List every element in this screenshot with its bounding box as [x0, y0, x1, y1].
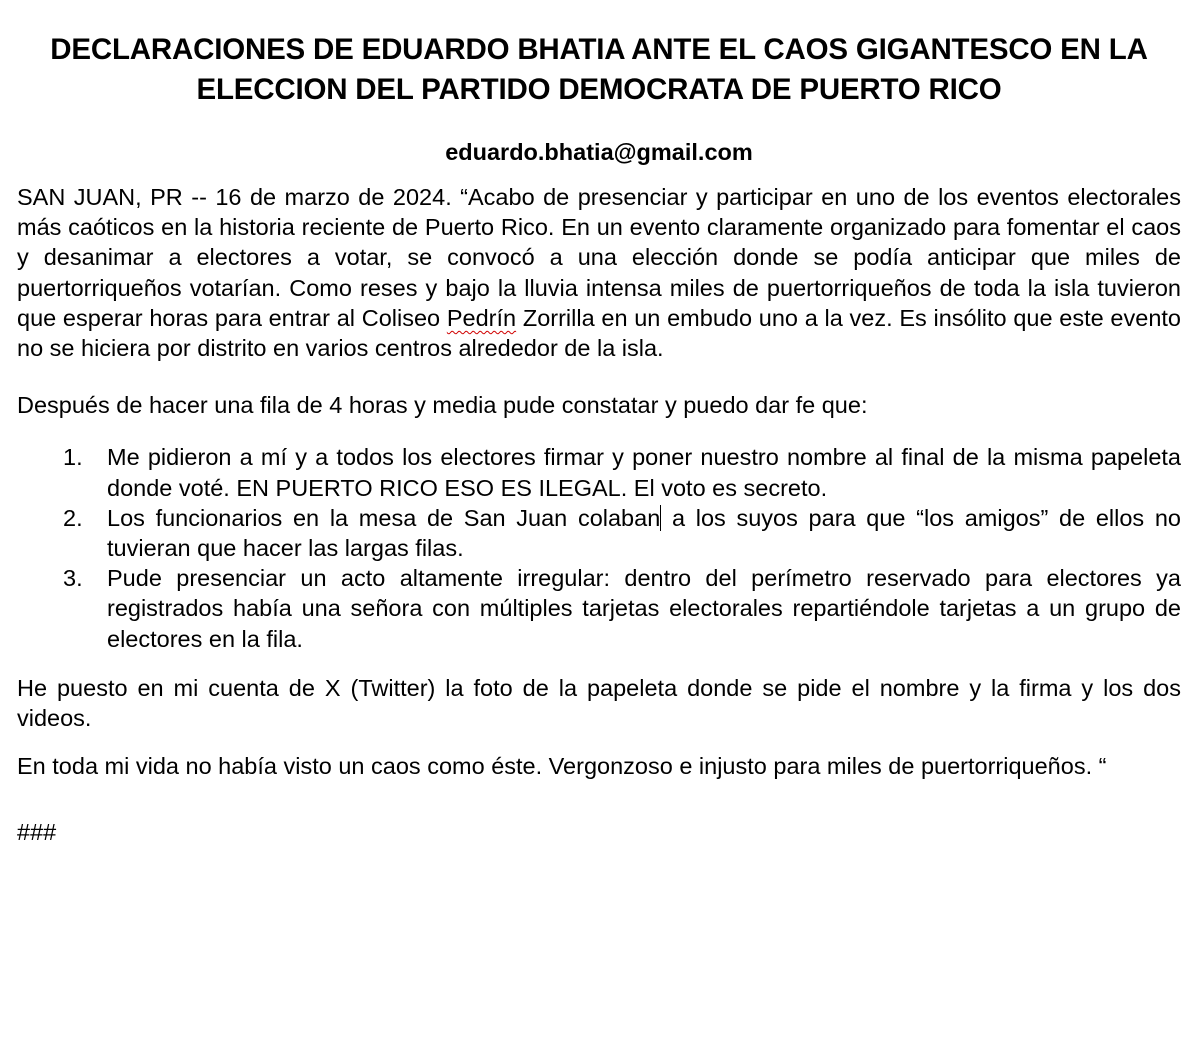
list-item-number: 3.: [63, 565, 83, 592]
list-item-text-end: a los suyos para que “los amigos” de ellos no tuvieran que hacer las largas filas.: [107, 504, 1182, 562]
list-item: [17, 442, 1181, 502]
list-item-text: Pude presenciar un acto altamente irregular: dentro del perímetro reservado para electores ya registrados había una señora con múltiples tarjetas electorales repartiéndole tarjetas a un grupo de electores en la fila.: [107, 565, 1181, 652]
spellcheck-flagged-word: Pedrín: [446, 304, 517, 331]
social-media-paragraph: He puesto en mi cuenta de X (Twitter) la foto de la papeleta donde se pide el nombre y la firma y los dos videos.: [17, 674, 1181, 732]
press-release-document: [17, 30, 1181, 848]
list-item-text: Me pidieron a mí y a todos los electores firmar y poner nuestro nombre al final de la misma papeleta donde voté. EN PUERTO RICO ESO ES ILEGAL. El voto es secreto.: [107, 444, 1181, 501]
intro-text-end: Zorrilla en un embudo uno a la vez. Es insólito que este evento no se hiciera por distrito en varios centros alrededor de la isla.: [17, 304, 1181, 362]
intro-text-start: SAN JUAN, PR -- 16 de marzo de 2024. “Acabo de presenciar y participar en uno de los eventos electorales más caóticos en la historia reciente de Puerto Rico. En un evento claramente organizado para fomentar el caos y desanimar a electores a votar, se convocó a una elección donde se podía anticipar que miles de puertorriqueños votarían. Como reses y bajo la lluvia intensa miles de puertorriqueños de toda la isla tuvieron que esperar horas para entrar al Coliseo: [17, 184, 1181, 331]
intro-paragraph: [17, 182, 1181, 363]
closing-paragraph: En toda mi vida no había visto un caos como éste. Vergonzoso e injusto para miles de puertorriqueños. “: [17, 753, 1107, 780]
list-item-number: 1.: [63, 444, 83, 471]
page-title: DECLARACIONES DE EDUARDO BHATIA ANTE EL CAOS GIGANTESCO EN LA ELECCION DEL PARTIDO DEMOCRATA DE PUERTO RICO: [50, 33, 1148, 106]
contact-email: eduardo.bhatia@gmail.com: [445, 139, 753, 165]
findings-intro-paragraph: Después de hacer una fila de 4 horas y media pude constatar y puedo dar fe que:: [17, 392, 868, 419]
list-item-number: 2.: [63, 504, 83, 531]
end-mark: ###: [17, 819, 57, 846]
list-item-text-start: Los funcionarios en la mesa de San Juan colaban: [107, 504, 661, 531]
list-item: [17, 503, 1181, 563]
findings-list: [17, 442, 1181, 653]
list-item: [17, 563, 1181, 654]
